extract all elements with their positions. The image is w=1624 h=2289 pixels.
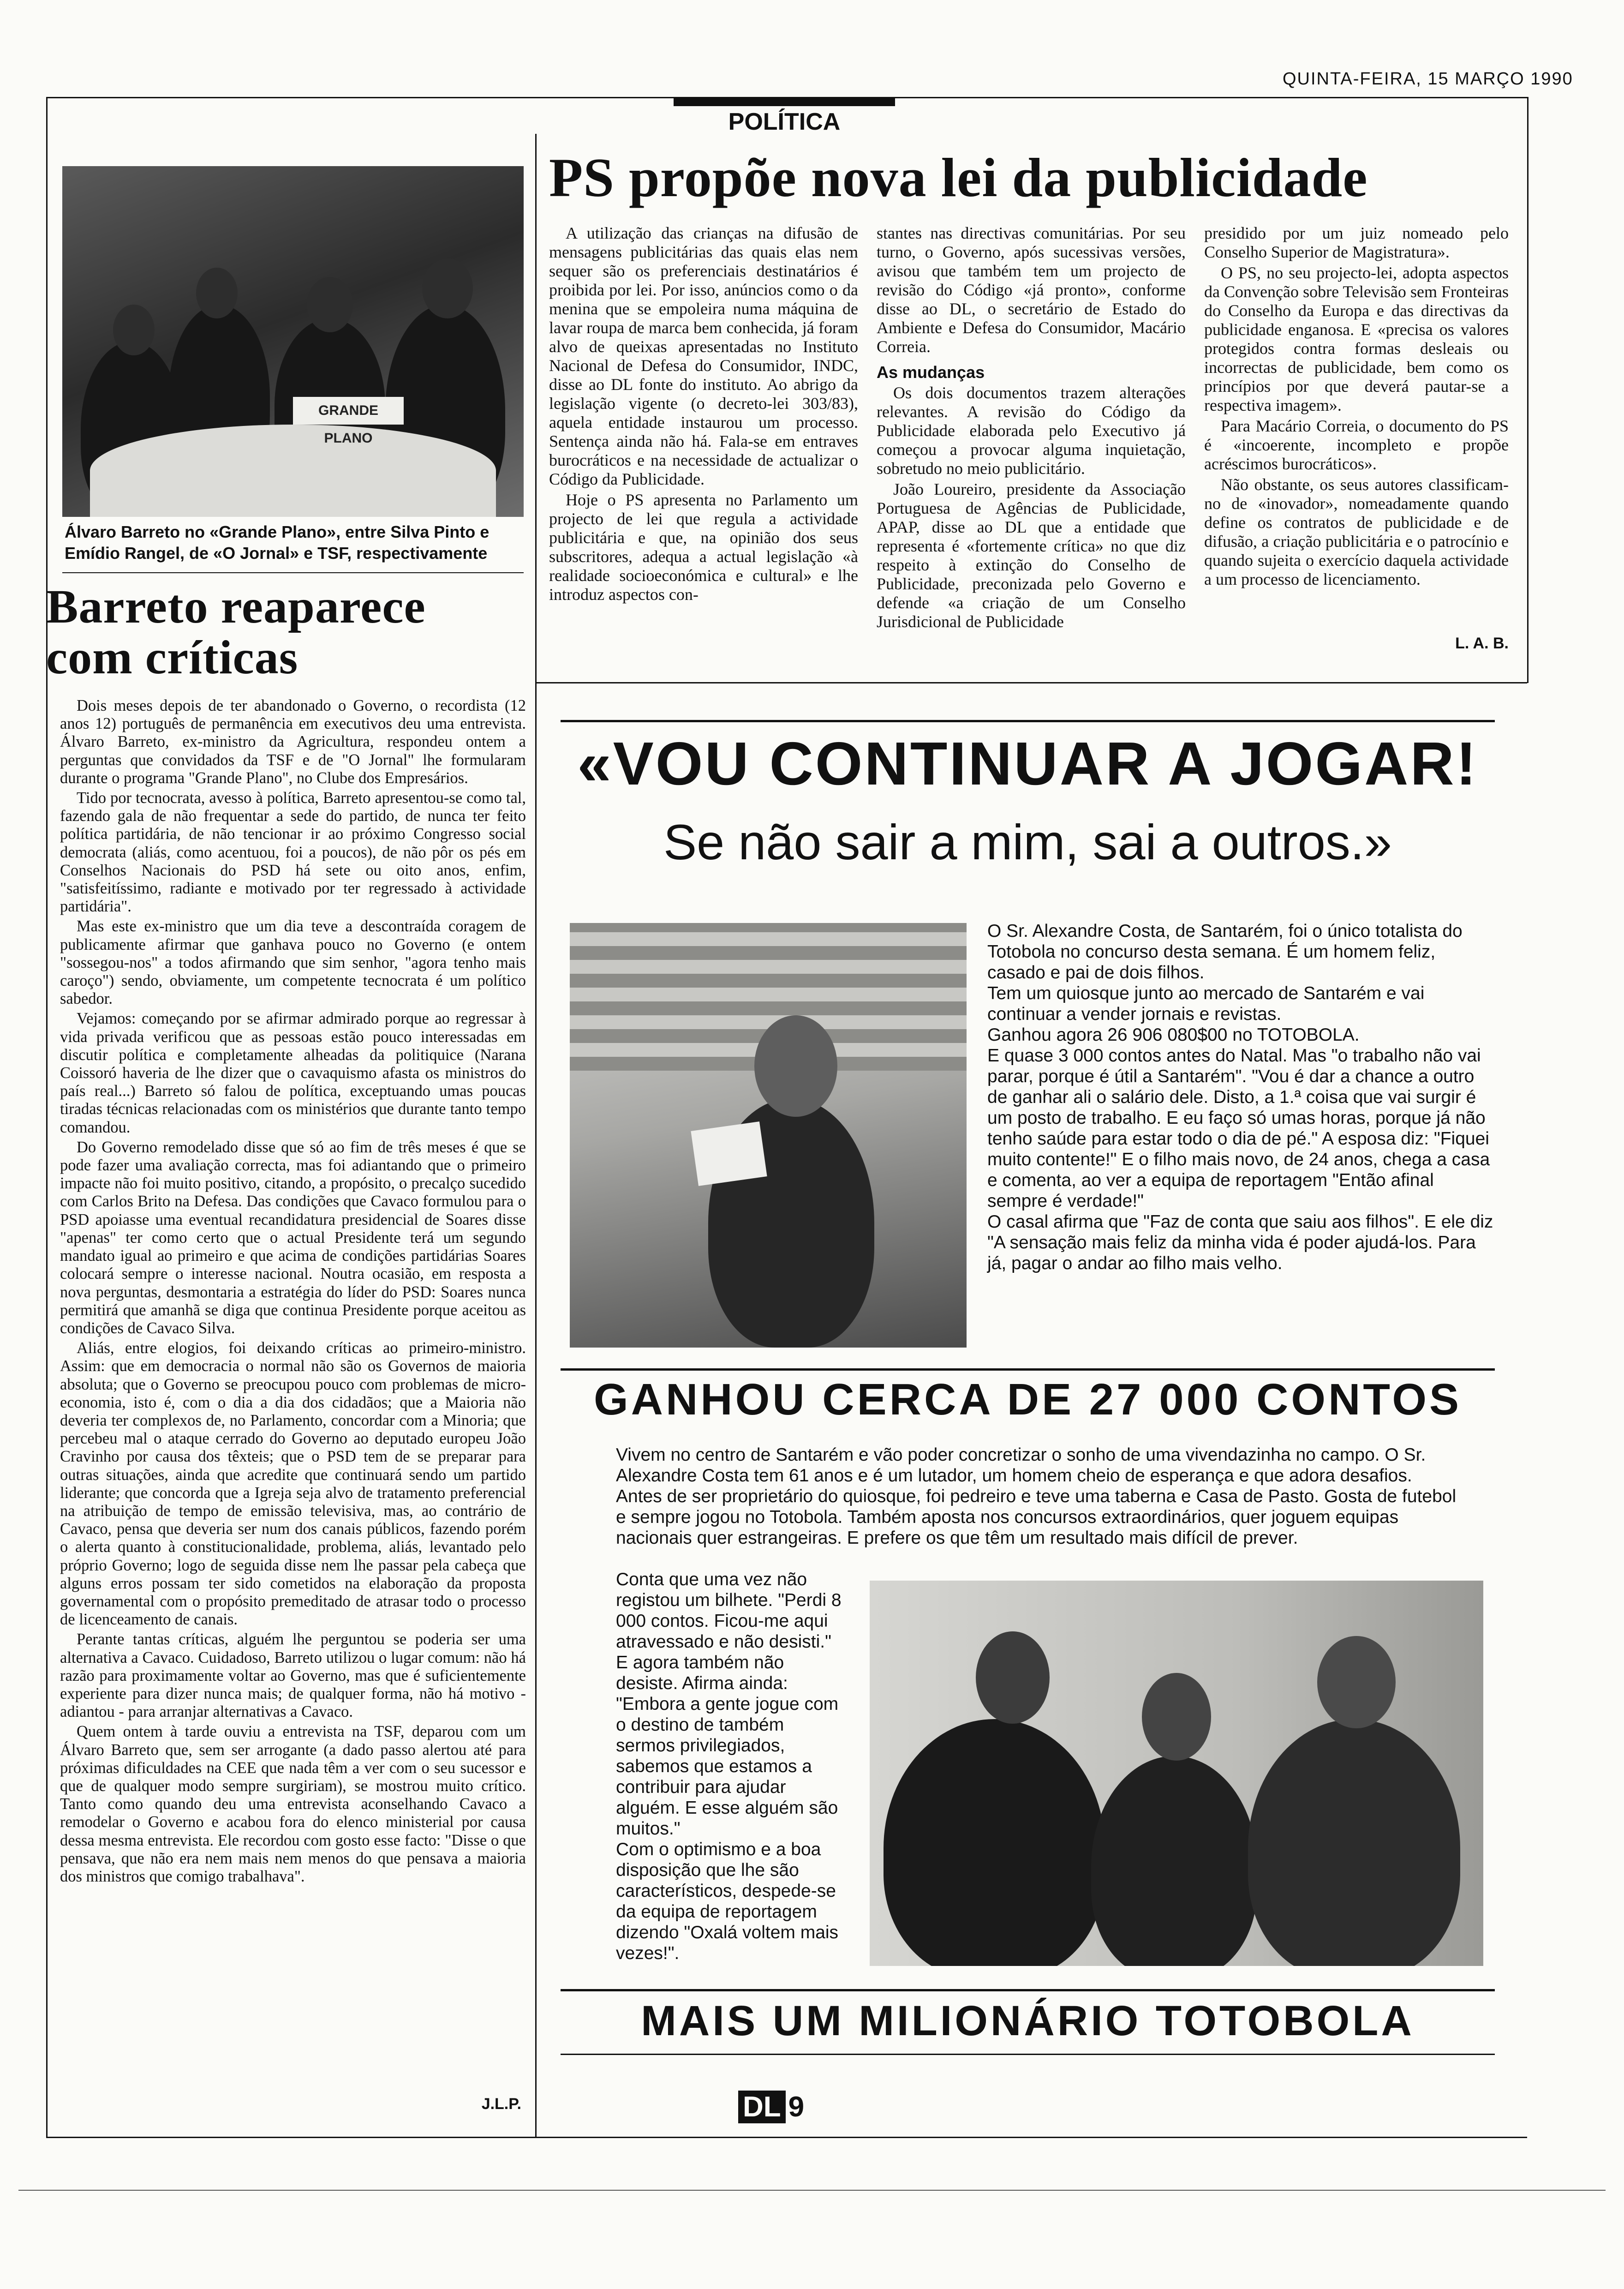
barreto-p1: Dois meses depois de ter abandonado o Governo, o recordista (12 anos 12) português de permanência em executivos deu uma entrevista. Álvaro Barreto, ex-ministro da Agricultura, respondeu ontem a perguntas que convidados da TSF e de "O Jornal" lhe formularam durante o programa "Grande Plano", no Clube dos Empresários. bbox=[60, 697, 526, 787]
main-col2-p1: stantes nas directivas comunitárias. Por seu turno, o Governo, após sucessivas versões, avisou que também tem um projecto de revisão do Código «já pronto», conforme disse ao DL, o secretário de Estado do Ambiente e Defesa do Consumidor, Macário Correia. bbox=[877, 224, 1186, 356]
main-col3-p3: Para Macário Correia, o documento do PS é «incoerente, incompleto e propõe acréscimos burocráticos». bbox=[1204, 417, 1509, 473]
section-tag: POLÍTICA bbox=[674, 98, 895, 136]
banner2-rule bbox=[561, 1989, 1495, 1991]
left-col-divider bbox=[535, 134, 537, 2137]
main-col1-p2: Hoje o PS apresenta no Parlamento um projecto de lei que regula a actividade publicitária e que, na opinião dos seus subscritores, adequa a actual legislação «à realidade socioeconómica e cultural» e lhe introduz aspectos con- bbox=[549, 491, 858, 604]
barreto-p3: Mas este ex-ministro que um dia teve a descontraída coragem de publicamente afirmar que ganhava pouco no Governo (e ontem "sossegou-nos" a todos afirmando que sim senhor, "agora tenho mais caroço") sendo, obviamente, um competente tecnocrata é um político sabedor. bbox=[60, 917, 526, 1008]
main-subhead: As mudanças bbox=[877, 363, 985, 382]
barreto-headline: Barreto reaparece com críticas bbox=[46, 580, 426, 684]
main-col-1 bbox=[549, 224, 858, 606]
totobola-intro bbox=[987, 921, 1495, 1274]
side-p1: Conta que uma vez não registou um bilhete. "Perdi 8 000 contos. Ficou-me aqui atravessado e não desisti." E agora também não desiste. Afirma ainda: "Embora a gente jogue com o destino de também sermos privilegiados, sabemos que estamos a contribuir para ajudar alguém. E esse alguém são muitos." bbox=[616, 1570, 842, 1839]
mother-figure bbox=[1091, 1756, 1257, 1966]
barreto-p5: Do Governo remodelado disse que só ao fim de três meses é que se pode fazer uma avaliação correcta, mas foi adiantando que o primeiro impacte não foi muito positivo, citando, a propósito, o precalço sucedido com Carlos Brito na Defesa. Das condições que Cavaco formulou para o PSD apoiasse uma eventual recandidatura presidencial de Soares disse "apenas" ter como certo que o actual Presidente terá um segundo mandato igual ao primeiro e que acima de condições partidárias Soares colocará sempre o interesse nacional. Noutra ocasião, em resposta a nova perguntas, desmontaria a estratégia do líder do PSD: Soares nunca permitirá que amanhã se diga que continua Presidente porque aceitou as condições de Cavaco Silva. bbox=[60, 1138, 526, 1337]
totobola-banner-1: GANHOU CERCA DE 27 000 CONTOS bbox=[593, 1375, 1462, 1424]
totobola-headline: «VOU CONTINUAR A JOGAR! bbox=[577, 730, 1478, 797]
frame-right bbox=[1527, 97, 1528, 683]
grande-plano-sign: GRANDE PLANO bbox=[293, 397, 404, 425]
kiosk-photo bbox=[570, 923, 967, 1348]
photo-head bbox=[307, 277, 353, 332]
barreto-p4: Vejamos: começando por se afirmar admirado porque ao regressar à vida privada verificou que as pessoas estão pouco interessadas em discutir política e completamente alheadas da politiquice (Narana Coissoró haveria de lhe dizer que o cavaquismo afasta os ministros do país real...) Barreto só falou de política, exceptuando umas poucas tiradas técnicas relacionadas com os ministérios que durante tanto tempo comandou. bbox=[60, 1010, 526, 1136]
dateline: QUINTA-FEIRA, 15 MARÇO 1990 bbox=[1283, 69, 1573, 89]
held-ticket bbox=[691, 1121, 767, 1186]
son-figure bbox=[884, 1719, 1105, 1966]
totobola-top-rule bbox=[561, 720, 1495, 722]
mother-head bbox=[1142, 1673, 1211, 1761]
barreto-p6: Aliás, entre elogios, foi deixando críticas ao primeiro-ministro. Assim: que em democracia o normal não são os Governos de maioria absoluta; que o Governo se preocupou pouco com problemas de micro-economia, isto é, com o dia a dia dos cidadãos; que a Maioria não deveria ter complexos de, no Parlamento, concordar com a Minoria; que percebeu mal o ataque cerrado do Governo ao deputado europeu João Cravinho por causa dos têxteis; que o PSD tem de se preparar para outras situações, ainda que acredite que continuará sendo um partido liderante; que concorda que a Igreja seja alvo de tratamento preferencial na atribuição de tempo de emissão televisiva, mas, ao contrário de Cavaco, pensa que deveria ser num dos canais públicos, fazendo porém o alerta quanto à constitucionalidade, problema, aliás, levantado pelo próprio Governo; logo de seguida disse nem lhe passar pela cabeça que alguns erros possam ter sido cometidos na elaboração da proposta governamental com o propósito premeditado de atrasar todo o processo de licenceamento de canais. bbox=[60, 1339, 526, 1629]
main-col2-p3: João Loureiro, presidente da Associação Portuguesa de Agências de Publicidade, APAP, disse ao DL que a entidade que representa é «fortemente crítica» no que diz respeito à extinção do Conselho de Publicidade, preconizada pelo Governo e defende «a criação de um Conselho Jurisdicional de Publicidade bbox=[877, 480, 1186, 631]
barreto-photo-caption: Álvaro Barreto no «Grande Plano», entre Silva Pinto e Emídio Rangel, de «O Jornal» e TSF, respectivamente bbox=[65, 522, 490, 563]
intro-p5: O casal afirma que "Faz de conta que saiu aos filhos". E ele diz "A sensação mais feliz da minha vida é poder ajudá-los. Para já, pagar o andar ao filho mais velho. bbox=[987, 1212, 1493, 1273]
main-signature: L. A. B. bbox=[1455, 635, 1509, 652]
main-col-2 bbox=[877, 224, 1186, 633]
totobola-body: Vivem no centro de Santarém e vão poder concretizar o sonho de uma vivendazinha no campo. O Sr. Alexandre Costa tem 61 anos e é um lutador, um homem cheio de esperança e que adora desafios. Antes de ser proprietário do quiosque, foi pedreiro e teve uma taberna e Casa de Pasto. Gosta de futebol e sempre jogou no Totobola. Também aposta nos concursos extraordinários, quer joguem equipas nacionais quer estrangeiras. E prefere os que têm um resultado mais difícil de prever. bbox=[616, 1445, 1457, 1548]
barreto-p7: Perante tantas críticas, alguém lhe perguntou se poderia ser uma alternativa a Cavaco. Cuidadoso, Barreto utilizou o lugar comum: não há razão para proximamente voltar ao Governo, mas que é suficientemente experiente para dizer nunca mais; de qualquer forma, não há motivo -adiantou - para arranjar alternativas a Cavaco. bbox=[60, 1630, 526, 1721]
main-headline: PS propõe nova lei da publicidade bbox=[549, 147, 1368, 208]
intro-p2: Tem um quiosque junto ao mercado de Santarém e vai continuar a vender jornais e revistas. bbox=[987, 983, 1425, 1024]
table-cloth bbox=[90, 425, 496, 517]
main-col3-p2: O PS, no seu projecto-lei, adopta aspectos da Convenção sobre Televisão sem Fronteiras do Conselho da Europa e das directivas da publicidade enganosa. E «precisa os valores protegidos contra formas desleais ou incorrectas de publicidade, bem como os princípios por que deverá pautar-se a respectiva imagem». bbox=[1204, 264, 1509, 414]
banner1-rule bbox=[561, 1368, 1495, 1371]
main-col1-p1: A utilização das crianças na difusão de mensagens publicitárias das quais elas nem sequer são os preferenciais destinatários é proibida por lei. Por isso, anúncios como o da menina que se empoleira numa máquina de lavar roupa de marca bem conhecida, já foram alvo de queixas apresentadas no Instituto Nacional de Defesa do Consumidor, INDC, disse ao DL fonte do instituto. Ao abrigo da legislação vigente (o decreto-lei 303/83), aquela entidade instaurou um processo. Sentença ainda não há. Fala-se em entraves burocráticos e na necessidade de actualizar o Código da Publicidade. bbox=[549, 224, 858, 488]
main-col-3 bbox=[1204, 224, 1509, 591]
side-p2: Com o optimismo e a boa disposição que lhe são característicos, despede-se da equipa de reportagem dizendo "Oxalá voltem mais vezes!". bbox=[616, 1840, 839, 1963]
intro-p3: Ganhou agora 26 906 080$00 no TOTOBOLA. bbox=[987, 1025, 1360, 1045]
main-col3-p4: Não obstante, os seus autores classificam-no de «inovador», nomeadamente quando define os contratos de publicidade e de difusão, a criação publicitária e o patrocínio e quando sujeita o exercício daquela actividade a um processo de licenciamento. bbox=[1204, 475, 1509, 588]
barreto-p8: Quem ontem à tarde ouviu a entrevista na TSF, deparou com um Álvaro Barreto que, sem ser arrogante (a dado passo alertou até para próximas dificuldades na CEE que nada têm a ver com o seu sucessor e que de qualquer modo sempre surgiriam), se mostrou muito crítico. Tanto como quando deu uma entrevista aconselhando Cavaco a remodelar o Governo e acabou fora do elenco ministerial por causa dessa mesma entrevista. Ele recordou com gosto esse facto: "Disse o que pensava, que não era nem mais nem menos do que pensava a maioria dos ministros que comigo trabalhava". bbox=[60, 1723, 526, 1885]
father-figure bbox=[1248, 1719, 1460, 1966]
totobola-banner-2: MAIS UM MILIONÁRIO TOTOBOLA bbox=[641, 1997, 1415, 2044]
totobola-bottom-rule bbox=[561, 2054, 1495, 2055]
frame-left bbox=[46, 97, 48, 2137]
page-number-value: 9 bbox=[788, 2091, 805, 2123]
intro-p4: E quase 3 000 contos antes do Natal. Mas "o trabalho não vai parar, porque é útil a Santarém". "Vou é dar a chance a outro de ganhar ali o salário dele. Disto, a 1.ª coisa que vai surgir é um posto de trabalho. E eu faço só umas horas, porque já não tenho saúde para estar todo o dia de pé." A esposa diz: "Fiquei muito contente!" E o filho mais novo, de 24 anos, chega a casa e comenta, ao ver a equipa de reportagem "Então afinal sempre é verdade!" bbox=[987, 1046, 1490, 1211]
main-col3-p1: presidido por um juiz nomeado pelo Conselho Superior de Magistratura». bbox=[1204, 224, 1509, 261]
totobola-side bbox=[616, 1569, 847, 1964]
main-col2-p2: Os dois documentos trazem alterações relevantes. A revisão do Código da Publicidade elaborada pelo Executivo já começou a provocar alguma inquietação, sobretudo no meio publicitário. bbox=[877, 383, 1186, 478]
footer-rule bbox=[46, 2137, 1527, 2138]
son-head bbox=[976, 1631, 1050, 1724]
barreto-body bbox=[60, 697, 526, 1888]
father-head bbox=[1317, 1636, 1396, 1728]
bottom-edge-rule bbox=[18, 2190, 1606, 2191]
dl-logo: DL bbox=[738, 2091, 786, 2123]
main-bottom-rule bbox=[535, 682, 1527, 683]
intro-p1: O Sr. Alexandre Costa, de Santarém, foi o único totalista do Totobola no concurso desta semana. É um homem feliz, casado e pai de dois filhos. bbox=[987, 921, 1463, 983]
photo-head bbox=[113, 305, 155, 355]
family-photo bbox=[870, 1581, 1483, 1966]
photo-head bbox=[422, 258, 473, 318]
barreto-photo bbox=[62, 166, 524, 517]
page-number bbox=[738, 2091, 804, 2123]
kiosk-owner-head bbox=[754, 1015, 837, 1117]
barreto-signature: J.L.P. bbox=[481, 2095, 521, 2113]
caption-rule bbox=[62, 572, 524, 573]
totobola-subheadline: Se não sair a mim, sai a outros.» bbox=[663, 814, 1392, 870]
barreto-p2: Tido por tecnocrata, avesso à política, Barreto apresentou-se como tal, fazendo gala de não frequentar a sede do partido, de nunca ter feito política partidária, de não tencionar ir ao próximo Congresso social democrata (aliás, como acentuou, foi a poucos), de não pôr os pés em Conselhos Nacionais do PSD há sete ou oito anos, enfim, "satisfeitíssimo, radiante e motivado por ter regressado à actividade partidária". bbox=[60, 789, 526, 916]
photo-head bbox=[196, 268, 238, 318]
